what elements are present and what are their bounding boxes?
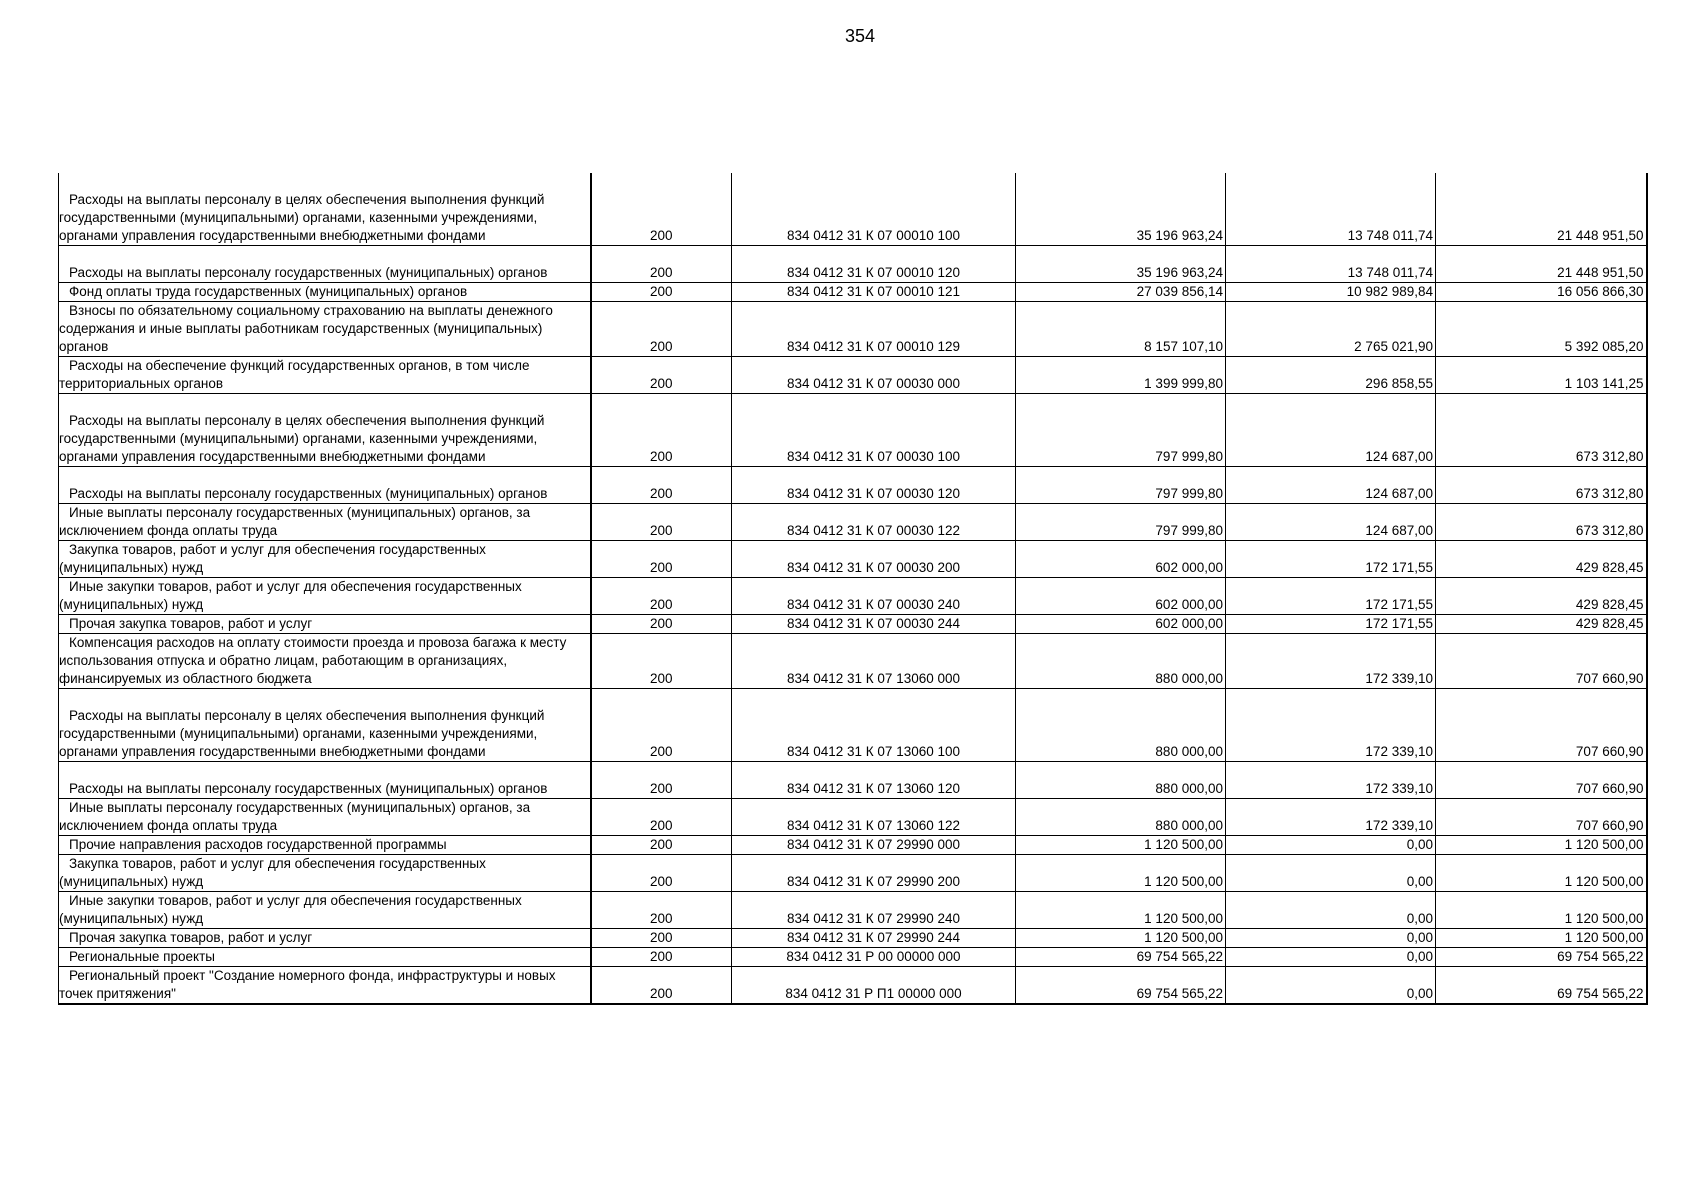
table-row: [59, 799, 1647, 836]
row-remaining-amount: 69 754 565,22: [1436, 967, 1647, 1005]
row-approved-amount: 880 000,00: [1016, 799, 1226, 836]
row-line-code: 200: [591, 173, 732, 246]
table-row: [59, 967, 1647, 1005]
table-row: [59, 302, 1647, 357]
row-line-code: 200: [591, 541, 732, 578]
row-remaining-amount: 1 120 500,00: [1436, 892, 1647, 929]
row-budget-code: 834 0412 31 К 07 00030 122: [732, 504, 1016, 541]
row-executed-amount: 172 339,10: [1226, 634, 1436, 689]
row-line-code: 200: [591, 467, 732, 504]
row-remaining-amount: 707 660,90: [1436, 634, 1647, 689]
table-row: [59, 892, 1647, 929]
table-row: [59, 467, 1647, 504]
row-approved-amount: 797 999,80: [1016, 504, 1226, 541]
row-description: Расходы на выплаты персоналу в целях обеспечения выполнения функций государственными (муниципальными) органами, казенными учреждениями, органами управления государственными внебюджетными фондами: [59, 173, 591, 246]
table-row: [59, 948, 1647, 967]
row-description: Закупка товаров, работ и услуг для обеспечения государственных (муниципальных) нужд: [59, 541, 591, 578]
row-executed-amount: 172 339,10: [1226, 762, 1436, 799]
row-approved-amount: 1 120 500,00: [1016, 836, 1226, 855]
row-line-code: 200: [591, 283, 732, 302]
row-budget-code: 834 0412 31 К 07 13060 122: [732, 799, 1016, 836]
row-line-code: 200: [591, 302, 732, 357]
row-budget-code: 834 0412 31 К 07 13060 000: [732, 634, 1016, 689]
row-line-code: 200: [591, 578, 732, 615]
row-approved-amount: 880 000,00: [1016, 689, 1226, 762]
expenditure-table: [58, 173, 1648, 1005]
row-description: Иные закупки товаров, работ и услуг для обеспечения государственных (муниципальных) нужд: [59, 892, 591, 929]
row-budget-code: 834 0412 31 К 07 00030 100: [732, 394, 1016, 467]
row-remaining-amount: 707 660,90: [1436, 762, 1647, 799]
row-approved-amount: 69 754 565,22: [1016, 948, 1226, 967]
row-budget-code: 834 0412 31 К 07 00030 200: [732, 541, 1016, 578]
row-approved-amount: 602 000,00: [1016, 541, 1226, 578]
row-description: Прочая закупка товаров, работ и услуг: [59, 615, 591, 634]
row-budget-code: 834 0412 31 К 07 29990 000: [732, 836, 1016, 855]
row-description: Расходы на выплаты персоналу государственных (муниципальных) органов: [59, 762, 591, 799]
row-remaining-amount: 429 828,45: [1436, 541, 1647, 578]
row-executed-amount: 13 748 011,74: [1226, 246, 1436, 283]
row-line-code: 200: [591, 689, 732, 762]
table-row: [59, 173, 1647, 246]
row-line-code: 200: [591, 394, 732, 467]
row-approved-amount: 1 120 500,00: [1016, 892, 1226, 929]
row-budget-code: 834 0412 31 К 07 00010 100: [732, 173, 1016, 246]
row-description: Закупка товаров, работ и услуг для обеспечения государственных (муниципальных) нужд: [59, 855, 591, 892]
row-remaining-amount: 1 103 141,25: [1436, 357, 1647, 394]
row-description: Расходы на обеспечение функций государственных органов, в том числе территориальных органов: [59, 357, 591, 394]
row-approved-amount: 797 999,80: [1016, 394, 1226, 467]
row-remaining-amount: 429 828,45: [1436, 615, 1647, 634]
row-executed-amount: 172 171,55: [1226, 541, 1436, 578]
row-approved-amount: 797 999,80: [1016, 467, 1226, 504]
row-approved-amount: 602 000,00: [1016, 578, 1226, 615]
row-line-code: 200: [591, 855, 732, 892]
row-description: Иные выплаты персоналу государственных (муниципальных) органов, за исключением фонда оплаты труда: [59, 504, 591, 541]
row-description: Иные выплаты персоналу государственных (муниципальных) органов, за исключением фонда оплаты труда: [59, 799, 591, 836]
row-approved-amount: 880 000,00: [1016, 634, 1226, 689]
table-row: [59, 541, 1647, 578]
row-line-code: 200: [591, 357, 732, 394]
row-remaining-amount: 707 660,90: [1436, 799, 1647, 836]
row-remaining-amount: 1 120 500,00: [1436, 855, 1647, 892]
table-row: [59, 578, 1647, 615]
row-description: Прочие направления расходов государственной программы: [59, 836, 591, 855]
table-row: [59, 762, 1647, 799]
table-row: [59, 836, 1647, 855]
row-approved-amount: 1 399 999,80: [1016, 357, 1226, 394]
row-budget-code: 834 0412 31 К 07 29990 200: [732, 855, 1016, 892]
row-budget-code: 834 0412 31 Р 00 00000 000: [732, 948, 1016, 967]
row-budget-code: 834 0412 31 Р П1 00000 000: [732, 967, 1016, 1005]
row-executed-amount: 10 982 989,84: [1226, 283, 1436, 302]
table-row: [59, 615, 1647, 634]
row-budget-code: 834 0412 31 К 07 29990 244: [732, 929, 1016, 948]
row-executed-amount: 172 339,10: [1226, 689, 1436, 762]
row-remaining-amount: 69 754 565,22: [1436, 948, 1647, 967]
row-description: Расходы на выплаты персоналу в целях обеспечения выполнения функций государственными (муниципальными) органами, казенными учреждениями, органами управления государственными внебюджетными фондами: [59, 689, 591, 762]
row-executed-amount: 172 171,55: [1226, 578, 1436, 615]
row-executed-amount: 0,00: [1226, 855, 1436, 892]
row-approved-amount: 602 000,00: [1016, 615, 1226, 634]
row-approved-amount: 8 157 107,10: [1016, 302, 1226, 357]
row-line-code: 200: [591, 967, 732, 1005]
row-remaining-amount: 707 660,90: [1436, 689, 1647, 762]
row-approved-amount: 1 120 500,00: [1016, 855, 1226, 892]
row-remaining-amount: 673 312,80: [1436, 467, 1647, 504]
row-approved-amount: 27 039 856,14: [1016, 283, 1226, 302]
row-executed-amount: 296 858,55: [1226, 357, 1436, 394]
row-budget-code: 834 0412 31 К 07 29990 240: [732, 892, 1016, 929]
row-approved-amount: 69 754 565,22: [1016, 967, 1226, 1005]
row-executed-amount: 172 171,55: [1226, 615, 1436, 634]
row-executed-amount: 0,00: [1226, 929, 1436, 948]
row-remaining-amount: 429 828,45: [1436, 578, 1647, 615]
table-row: [59, 634, 1647, 689]
row-remaining-amount: 673 312,80: [1436, 394, 1647, 467]
row-remaining-amount: 673 312,80: [1436, 504, 1647, 541]
row-remaining-amount: 1 120 500,00: [1436, 929, 1647, 948]
row-budget-code: 834 0412 31 К 07 00030 000: [732, 357, 1016, 394]
row-executed-amount: 0,00: [1226, 892, 1436, 929]
row-description: Компенсация расходов на оплату стоимости проезда и провоза багажа к месту использования отпуска и обратно лицам, работающим в организациях, финансируемых из областного бюджета: [59, 634, 591, 689]
row-approved-amount: 880 000,00: [1016, 762, 1226, 799]
table-row: [59, 929, 1647, 948]
row-description: Расходы на выплаты персоналу государственных (муниципальных) органов: [59, 467, 591, 504]
row-budget-code: 834 0412 31 К 07 00010 120: [732, 246, 1016, 283]
row-budget-code: 834 0412 31 К 07 00030 120: [732, 467, 1016, 504]
row-line-code: 200: [591, 799, 732, 836]
row-line-code: 200: [591, 762, 732, 799]
row-description: Региональные проекты: [59, 948, 591, 967]
row-budget-code: 834 0412 31 К 07 13060 120: [732, 762, 1016, 799]
row-remaining-amount: 5 392 085,20: [1436, 302, 1647, 357]
row-budget-code: 834 0412 31 К 07 00030 240: [732, 578, 1016, 615]
row-executed-amount: 0,00: [1226, 967, 1436, 1005]
row-line-code: 200: [591, 246, 732, 283]
table-row: [59, 394, 1647, 467]
table-row: [59, 283, 1647, 302]
row-description: Расходы на выплаты персоналу государственных (муниципальных) органов: [59, 246, 591, 283]
row-description: Региональный проект "Создание номерного фонда, инфраструктуры и новых точек притяжения": [59, 967, 591, 1005]
row-executed-amount: 13 748 011,74: [1226, 173, 1436, 246]
row-remaining-amount: 16 056 866,30: [1436, 283, 1647, 302]
row-description: Расходы на выплаты персоналу в целях обеспечения выполнения функций государственными (муниципальными) органами, казенными учреждениями, органами управления государственными внебюджетными фондами: [59, 394, 591, 467]
row-line-code: 200: [591, 634, 732, 689]
row-description: Фонд оплаты труда государственных (муниципальных) органов: [59, 283, 591, 302]
row-approved-amount: 1 120 500,00: [1016, 929, 1226, 948]
row-executed-amount: 124 687,00: [1226, 467, 1436, 504]
row-line-code: 200: [591, 615, 732, 634]
row-description: Иные закупки товаров, работ и услуг для обеспечения государственных (муниципальных) нужд: [59, 578, 591, 615]
row-executed-amount: 124 687,00: [1226, 394, 1436, 467]
table-row: [59, 855, 1647, 892]
row-executed-amount: 124 687,00: [1226, 504, 1436, 541]
row-remaining-amount: 1 120 500,00: [1436, 836, 1647, 855]
row-line-code: 200: [591, 836, 732, 855]
row-approved-amount: 35 196 963,24: [1016, 173, 1226, 246]
row-executed-amount: 172 339,10: [1226, 799, 1436, 836]
row-executed-amount: 0,00: [1226, 836, 1436, 855]
page-number: 354: [844, 26, 876, 46]
row-remaining-amount: 21 448 951,50: [1436, 246, 1647, 283]
row-budget-code: 834 0412 31 К 07 00010 129: [732, 302, 1016, 357]
table-row: [59, 246, 1647, 283]
row-line-code: 200: [591, 948, 732, 967]
row-line-code: 200: [591, 892, 732, 929]
row-description: Прочая закупка товаров, работ и услуг: [59, 929, 591, 948]
row-approved-amount: 35 196 963,24: [1016, 246, 1226, 283]
table-row: [59, 504, 1647, 541]
row-remaining-amount: 21 448 951,50: [1436, 173, 1647, 246]
row-budget-code: 834 0412 31 К 07 00010 121: [732, 283, 1016, 302]
table-row: [59, 357, 1647, 394]
row-description: Взносы по обязательному социальному страхованию на выплаты денежного содержания и иные выплаты работникам государственных (муниципальных) органов: [59, 302, 591, 357]
row-budget-code: 834 0412 31 К 07 00030 244: [732, 615, 1016, 634]
row-executed-amount: 2 765 021,90: [1226, 302, 1436, 357]
row-line-code: 200: [591, 504, 732, 541]
row-executed-amount: 0,00: [1226, 948, 1436, 967]
row-line-code: 200: [591, 929, 732, 948]
table-row: [59, 689, 1647, 762]
row-budget-code: 834 0412 31 К 07 13060 100: [732, 689, 1016, 762]
